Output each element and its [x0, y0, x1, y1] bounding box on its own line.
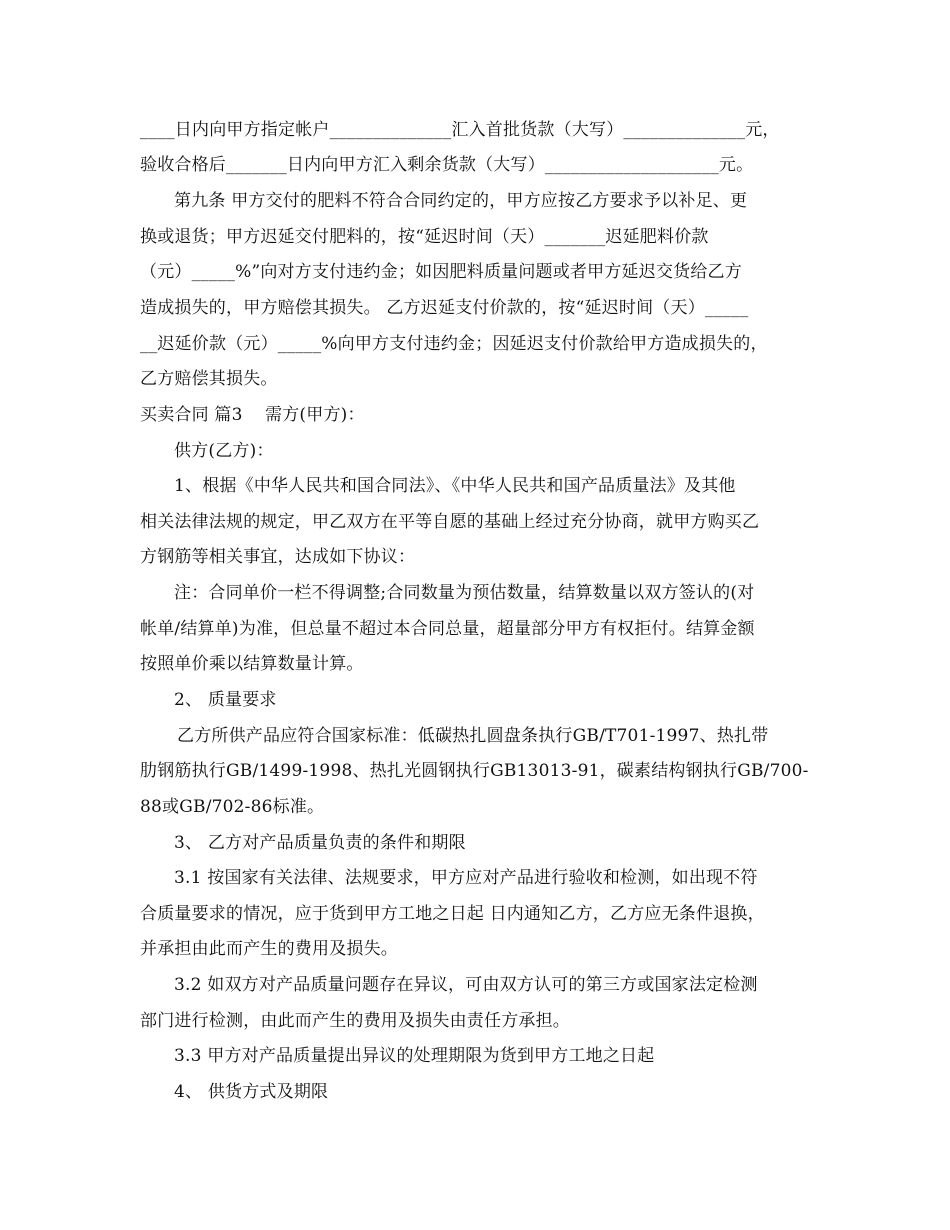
text-line-content: 2、 质量要求 [174, 690, 277, 710]
text-line [0, 648, 950, 680]
text-line [0, 435, 950, 467]
text-line-content: 按照单价乘以结算数量计算。 [140, 654, 364, 674]
text-line [0, 1005, 950, 1037]
text-line [0, 1040, 950, 1072]
text-line [0, 577, 950, 609]
text-line [0, 328, 950, 360]
text-line-content: 88或GB/702-86标准。 [140, 797, 325, 817]
text-line [0, 292, 950, 324]
text-line-content: 验收合格后_______日内向甲方汇入剩余货款（大写）____________________元。 [140, 155, 754, 175]
text-line-content: 换或退货；甲方迟延交付肥料的，按“延迟时间（天）_______迟延肥料价款 [140, 227, 709, 247]
text-line [0, 898, 950, 930]
text-line [0, 506, 950, 538]
text-line-content: __迟延价款（元）_____%向甲方支付违约金；因延迟支付价款给甲方造成损失的， [140, 334, 768, 354]
text-line [0, 470, 950, 502]
text-line [0, 969, 950, 1001]
text-line [0, 185, 950, 217]
text-line [0, 114, 950, 146]
text-line [0, 399, 950, 431]
text-line-content: 帐单/结算单)为准，但总量不超过本合同总量，超量部分甲方有权拒付。结算金额 [140, 619, 755, 639]
text-line [0, 221, 950, 253]
text-line [0, 149, 950, 181]
text-line-content: 4、 供货方式及期限 [174, 1082, 329, 1102]
text-line [0, 256, 950, 288]
text-line-content: 方钢筋等相关事宜，达成如下协议： [140, 547, 416, 567]
text-line-content: 合质量要求的情况，应于货到甲方工地之日起 日内通知乙方，乙方应无条件退换， [140, 904, 765, 924]
text-line-content: 第九条 甲方交付的肥料不符合合同约定的，甲方应按乙方要求予以补足、更 [174, 191, 748, 211]
text-line-content: 乙方赔偿其损失。 [140, 369, 278, 389]
text-line-content: 并承担由此而产生的费用及损失。 [140, 939, 398, 959]
text-line-content: 3、 乙方对产品质量负责的条件和期限 [174, 833, 466, 853]
text-line-content: 3.1 按国家有关法律、法规要求，甲方应对产品进行验收和检测，如出现不符 [174, 868, 758, 888]
text-line-content: 注：合同单价一栏不得调整;合同数量为预估数量，结算数量以双方签认的(对 [174, 583, 755, 603]
text-line [0, 862, 950, 894]
text-line [0, 1076, 950, 1108]
text-line [0, 613, 950, 645]
text-line-content: 相关法律法规的规定，甲乙双方在平等自愿的基础上经过充分协商，就甲方购买乙 [140, 512, 760, 532]
text-line-content: 3.3 甲方对产品质量提出异议的处理期限为货到甲方工地之日起 [174, 1046, 655, 1066]
text-line-content: 3.2 如双方对产品质量问题存在异议，可由双方认可的第三方或国家法定检测 [174, 975, 758, 995]
text-line [0, 755, 950, 787]
text-line-content: 供方(乙方)： [174, 441, 274, 461]
text-line-content: 肋钢筋执行GB/1499-1998、热扎光圆钢执行GB13013-91，碳素结构钢执行GB/700- [140, 761, 809, 781]
text-line [0, 363, 950, 395]
text-line-content: 部门进行检测，由此而产生的费用及损失由责任方承担。 [140, 1011, 570, 1031]
text-line-content: （元）_____%”向对方支付违约金；如因肥料质量问题或者甲方延迟交货给乙方 [140, 262, 742, 282]
text-line [0, 933, 950, 965]
text-line [0, 791, 950, 823]
text-line-content: 造成损失的，甲方赔偿其损失。 乙方迟延支付价款的，按“延迟时间（天）_____ [140, 298, 749, 318]
text-line-content: ____日内向甲方指定帐户______________汇入首批货款（大写）______________元， [140, 120, 780, 140]
text-line [0, 720, 950, 752]
text-line [0, 827, 950, 859]
text-line [0, 684, 950, 716]
text-line-content: 买卖合同 篇3 需方(甲方)： [140, 405, 365, 425]
text-line-content: 乙方所供产品应符合国家标准：低碳热扎圆盘条执行GB/T701-1997、热扎带 [177, 726, 769, 746]
text-line-content: 1、根据《中华人民共和国合同法》、《中华人民共和国产品质量法》及其他 [174, 476, 736, 496]
text-line [0, 541, 950, 573]
